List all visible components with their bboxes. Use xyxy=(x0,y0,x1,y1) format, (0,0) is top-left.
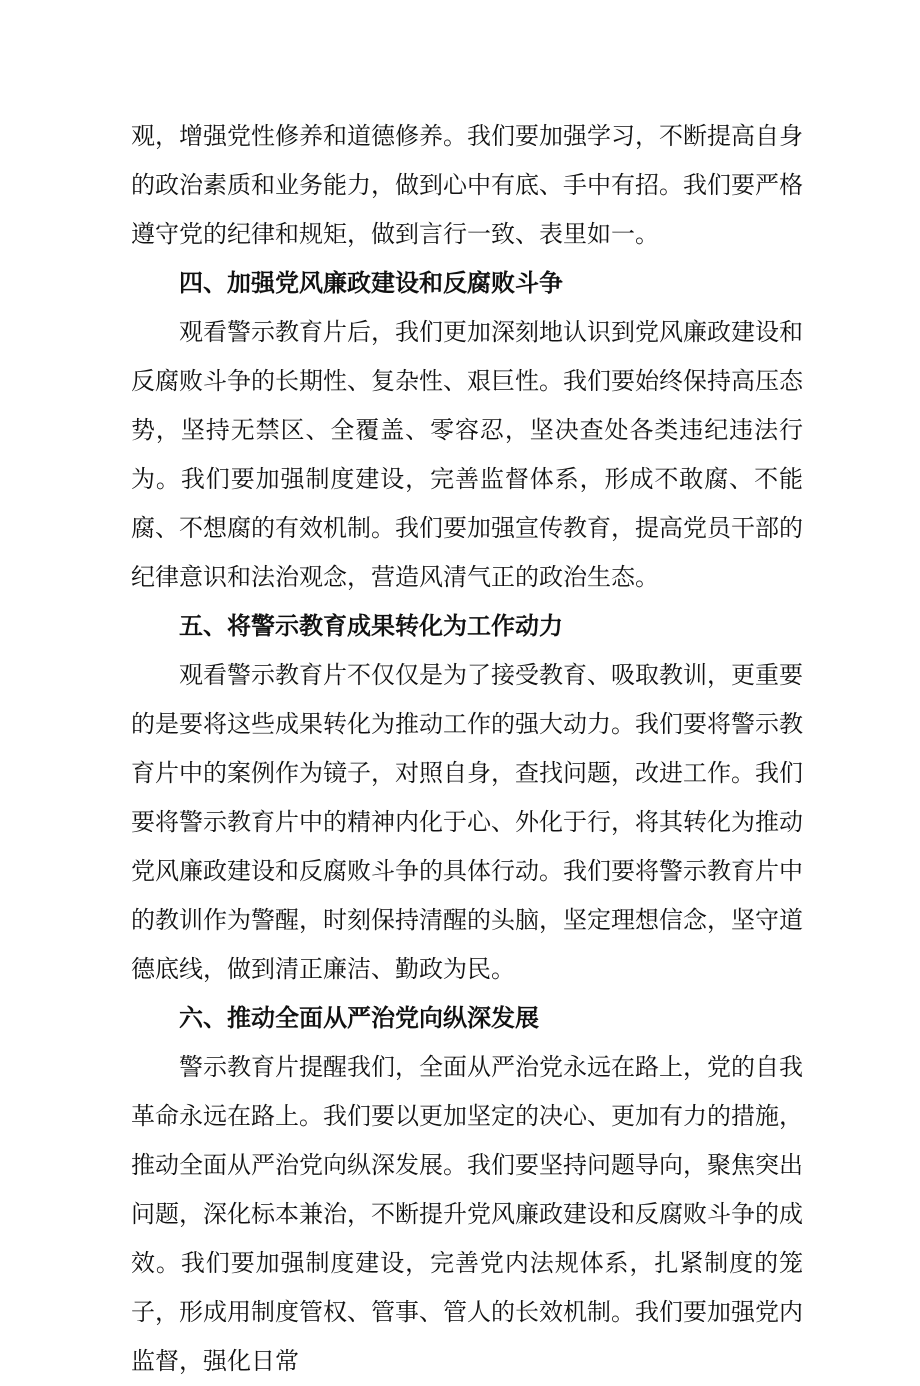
section-paragraph-4: 观看警示教育片后，我们更加深刻地认识到党风廉政建设和反腐败斗争的长期性、复杂性、艰巨性。我们要始终保持高压态势，坚持无禁区、全覆盖、零容忍，坚决查处各类违纪违法行为。我们要加强制度建设，完善监督体系，形成不敢腐、不能腐、不想腐的有效机制。我们要加强宣传教育，提高党员干部的纪律意识和法治观念，营造风清气正的政治生态。 xyxy=(131,318,803,591)
document-page xyxy=(131,112,803,1386)
section-heading-6: 六、推动全面从严治党向纵深发展 xyxy=(179,1004,539,1032)
continuation-paragraph: 观，增强党性修养和道德修养。我们要加强学习，不断提高自身的政治素质和业务能力，做到心中有底、手中有招。我们要严格遵守党的纪律和规矩，做到言行一致、表里如一。 xyxy=(131,122,803,248)
section-paragraph-6: 警示教育片提醒我们，全面从严治党永远在路上，党的自我革命永远在路上。我们要以更加坚定的决心、更加有力的措施，推动全面从严治党向纵深发展。我们要坚持问题导向，聚焦突出问题，深化标本兼治，不断提升党风廉政建设和反腐败斗争的成效。我们要加强制度建设，完善党内法规体系，扎紧制度的笼子，形成用制度管权、管事、管人的长效机制。我们要加强党内监督，强化日常 xyxy=(131,1053,803,1375)
section-paragraph-5: 观看警示教育片不仅仅是为了接受教育、吸取教训，更重要的是要将这些成果转化为推动工作的强大动力。我们要将警示教育片中的案例作为镜子，对照自身，查找问题，改进工作。我们要将警示教育片中的精神内化于心、外化于行，将其转化为推动党风廉政建设和反腐败斗争的具体行动。我们要将警示教育片中的教训作为警醒，时刻保持清醒的头脑，坚定理想信念，坚守道德底线，做到清正廉洁、勤政为民。 xyxy=(131,661,803,983)
section-heading-4: 四、加强党风廉政建设和反腐败斗争 xyxy=(179,269,563,297)
section-heading-5: 五、将警示教育成果转化为工作动力 xyxy=(179,612,563,640)
